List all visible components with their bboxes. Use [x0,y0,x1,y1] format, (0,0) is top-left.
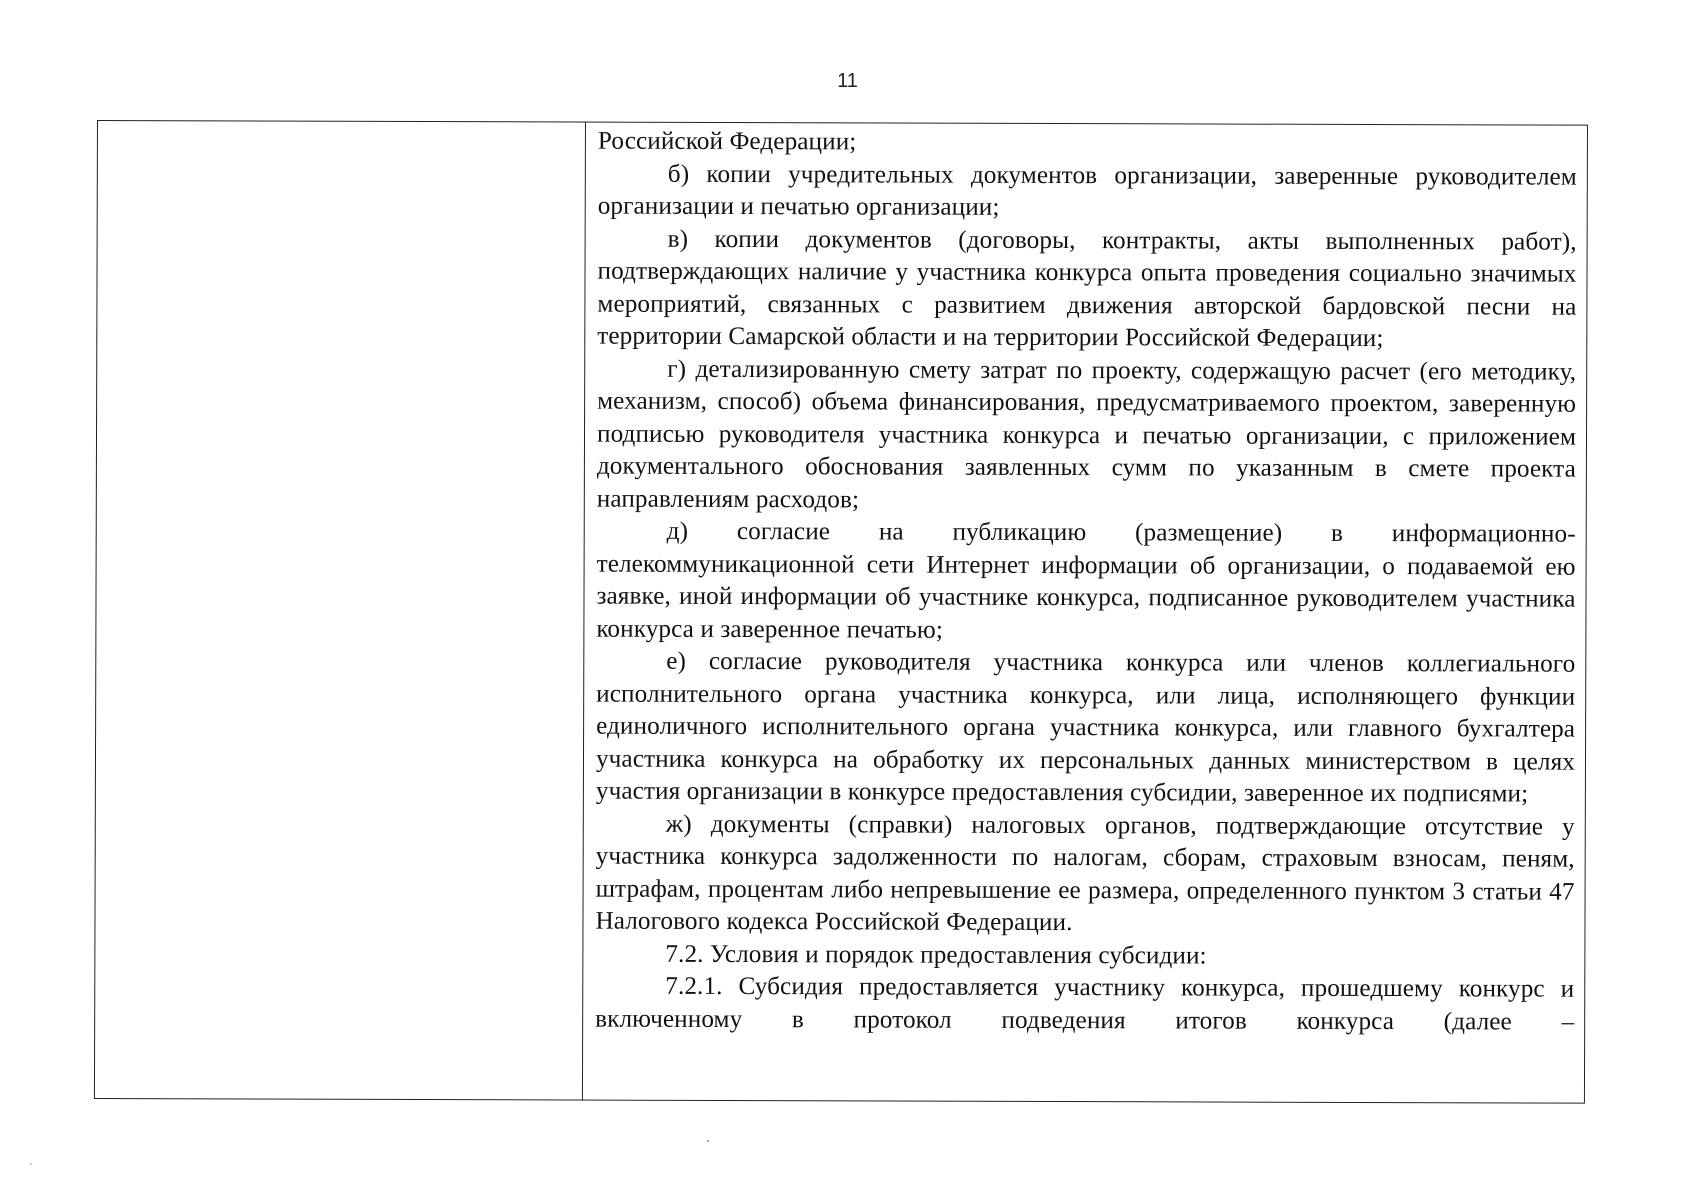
document-table [94,120,1588,1104]
paragraph-item-zh: ж) документы (справки) налоговых органов, подтверждающие отсутствие у участника конкурса задолженности по налогам, сборам, страховым взносам, пеням, штрафам, процентам либо непревышение ее размера, определенного пунктом 3 статьи 47 Налогового кодекса Российской Федерации. [595,810,1575,937]
table-left-column [95,121,586,1100]
paragraph-item-g: г) детализированную смету затрат по проекту, содержащую расчет (его методику, механизм, способ) объема финансирования, предусматриваемого проектом, заверенную подписью руководителя участника конкурса и печатью организации, с приложением документального обоснования заявленных сумм по указанным в смете проекта направлениям расходов; [596,355,1577,513]
paragraph-item-d: д) согласие на публикацию (размещение) в информационно-телекоммуникационной сети Интернет информации об организации, о подаваемой ею заявке, иной информации об участнике конкурса, подписанное руководителем участника конкурса и заверенное печатью; [596,517,1576,644]
table-right-column [583,123,1589,1103]
paragraph-7-2-1: 7.2.1. Субсидия предоставляется участнику конкурса, прошедшему конкурс и включенному в протокол подведения итогов конкурса (далее – [595,972,1575,1036]
scan-speck [30,1163,32,1165]
paragraph-item-b: б) копии учредительных документов организации, заверенные руководителем организации и печатью организации; [597,160,1577,221]
paragraph-item-v: в) копии документов (договоры, контракты, акты выполненных работ), подтверждающих наличие у участника конкурса опыта проведения социально значимых мероприятий, связанных с развитием движения авторской бардовской песни на территории Самарской области и на территории Российской Федерации; [597,225,1577,353]
page-number: 11 [837,70,858,92]
paragraph-item-e: е) согласие руководителя участника конкурса или членов коллегиального исполнительного органа участника конкурса, или лица, исполняющего функции единоличного исполнительного органа участника конкурса, или главного бухгалтера участника конкурса на обработку их персональных данных министерством в целях участия организации в конкурсе предоставления субсидии, заверенное их подписями; [595,647,1576,808]
section-heading-7-2: 7.2. Условия и порядок предоставления субсидии: [665,940,1207,969]
scan-speck [707,1140,709,1142]
paragraph-continuation: Российской Федерации; [597,127,857,156]
